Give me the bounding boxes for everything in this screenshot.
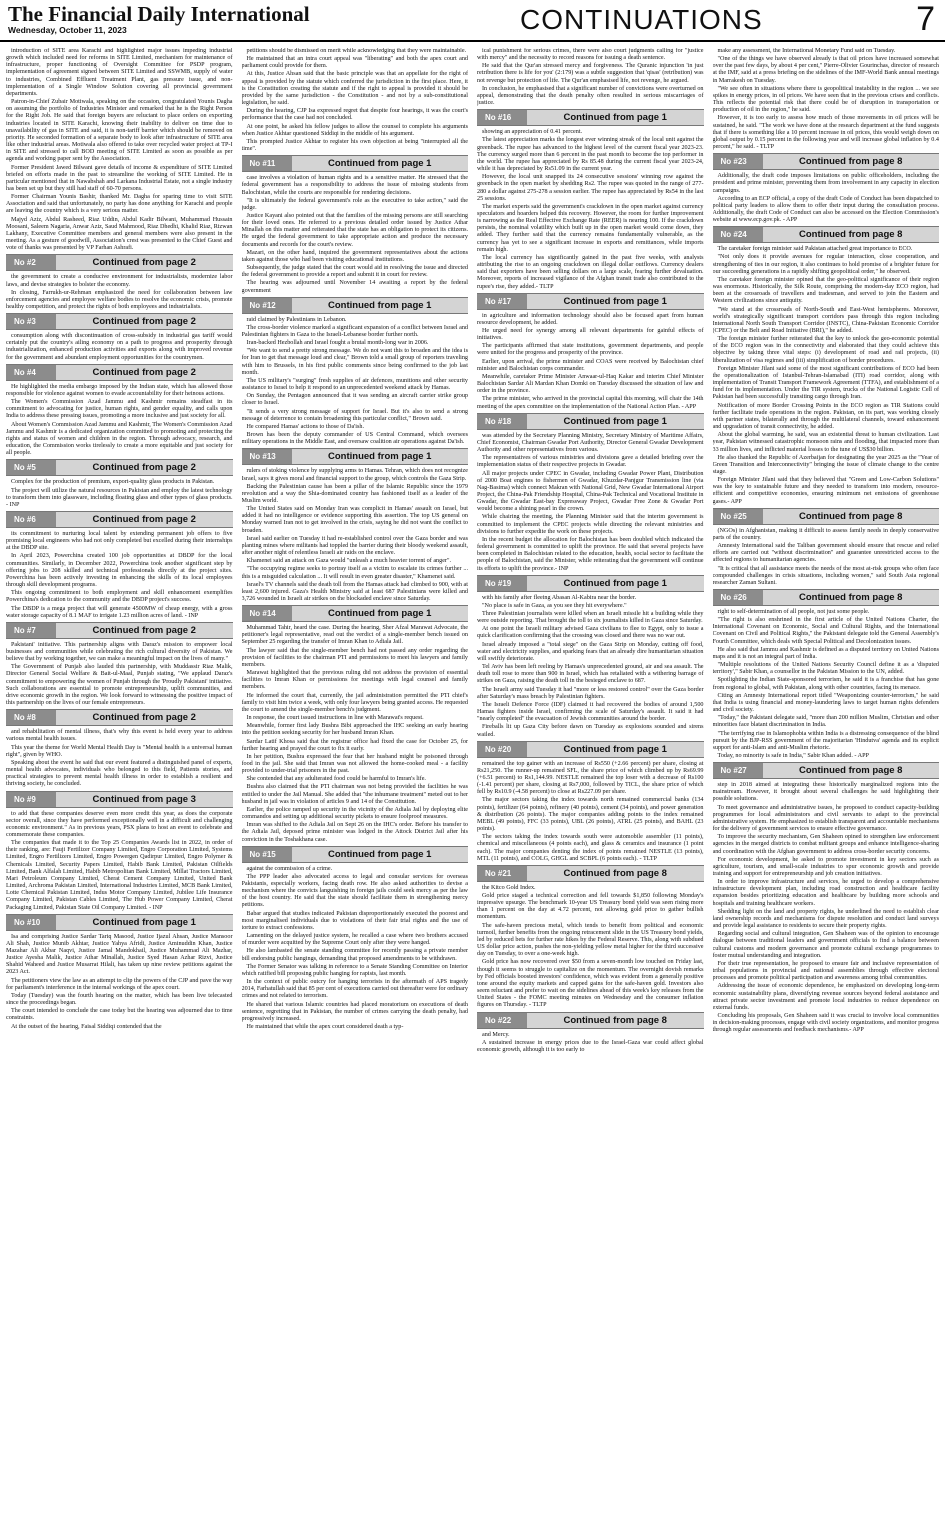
paragraph: Sardar Latif Khosa said that the registrar office had fixed the case for October 25, for further hearing and prayed the court to fix it early.	[241, 738, 468, 752]
paragraph: The market experts said the government's crackdown in the open market against currency speculators and hoarders helped this recovery. However, the room for further improvement is narrowing as the Real Effective Exchange Rate (REER) is nearing 100. If the crackdown persists, the nominal volatility which built up in the open market would come down, they added. They further said that the currency remains fundamentally vulnerable, as the currency has yet to see a significant increase in exports and remittances, while imports remain high.	[477, 203, 704, 253]
paragraph: Babar argued that studies indicated Pakistan disproportionately executed the poorest and most marginalised individuals due to violations of their fair trial rights and the use of torture to extract confessions.	[241, 910, 468, 931]
continuation-title: Continued from page 8	[563, 867, 667, 879]
paragraph: The petitioners view the law as an attempt to clip the powers of the CJP and pave the way for parliament's interference in the internal workings of the apex court.	[6, 977, 233, 991]
paragraph: However, the local unit snapped its 24 consecutive sessions' winning row against the greenback in the open market by shedding Rs2. The rupee was quoted in the range of 277-280 a dollar against 275-278 a session earlier. The rupee has appreciated by Rs54 in the last 25 sessions.	[477, 174, 704, 202]
paragraph: Meanwhile, former first lady Bushra Bibi approached the IHC seeking an early hearing into the petition seeking security for her husband Imran Khan.	[241, 723, 468, 737]
continuation-number: No #14	[242, 606, 292, 621]
continuation-number: No #9	[6, 792, 56, 807]
paragraph: About the global warming, he said, was an existential threat to human civilization. Last year, Pakistan witnessed catastrophic monsoon rains and flooding, that impacted more than 33 million lives, and inflicted material losses to the tune of US$30 billion.	[712, 432, 939, 453]
paragraph: Majyd Aziz, Abdul Rasheed, Riaz Uddin, Abdul Kadir Bilwani, Muhammad Hussain Moosani, Saleem Nagaria, Anwar Aziz, Saud Mahmood, Riaz Dhedhi, Khalid Riaz, Rizwan Lakhany, Executive Committee members and general members were also present in the meeting. As a gesture of goodwill, Association's crest was presented to the Chief Guest and vote of thanks was presented by VP Farhan Ashrafi.	[6, 216, 233, 252]
column-1	[6, 48, 233, 1524]
paragraph: its commitment to nurturing local talent by extending permanent job offers to five promising local engineers who had not only completed but excelled during their internships at the DBDP site.	[6, 530, 233, 552]
paragraph: Regarding social and cultural integration, Gen Shaheen was of the opinion to encourage dialogue between traditional leaders and government officials to find a balance between cultural customs and modern governance and promote cultural exchange programmes to foster mutual understanding and integration.	[712, 931, 939, 959]
paragraph: All major projects under CPEC in Gwadar, including Gwadar Power Plant, Distribution of 2000 Boat engines to fishermen of Gwadar, Khuzdar-Panjgur Transmission line (via Nag-Basima) which connect Makran with National Grid, New Gwadar International Airport Project, the China-Pak Friendship Hospital, China-Pak Technical and Vocational Institute in Gwadar, the Gwadar East-bay Expressway Project, Gwadar Free Zone & Gwadar Port would become a shining pearl in the crown.	[477, 470, 704, 513]
column-4	[713, 48, 940, 1524]
continuation-title: Continued from page 2	[92, 624, 196, 636]
paragraph: "Multiple resolutions of the United Nations Security Council define it as a 'disputed territory'," Sabir Khan, a counsellor in the Pakistan Mission to the UN, added.	[712, 662, 939, 676]
continuation-number: No #22	[477, 1013, 527, 1028]
paragraph: against the commission of a crime.	[246, 865, 333, 872]
paragraph: "No place is safe in Gaza, as you see they hit everywhere."	[482, 602, 627, 609]
paragraph: introduction of SITE area Karachi and highlighted major issues impeding industrial growth which included need for reforms in SITE Limited, mechanism for maintenance of infrastructure, proper functioning of Oversight Committee for PSDP program, implementation of agreement signed between SITE Limited and SSWMB, supply of water to industries, Combined Effluent Treatment Plant, gas pressure issue, and non-implementation of a Single Window Solution covering all provincial government departments.	[6, 48, 233, 97]
continuation-header	[242, 155, 469, 172]
continuation-header	[477, 741, 704, 758]
paragraph: Today, no minority is safe in India," Sabir Khan added. - APP	[717, 752, 869, 759]
continuation-title: Continued from page 8	[799, 765, 903, 777]
continuation-number: No #26	[713, 590, 763, 605]
continuation-number: No #10	[6, 915, 56, 930]
paragraph: Today (Tuesday) was the fourth hearing on the matter, which has been live telecasted since the proceedings began.	[6, 992, 233, 1007]
continuation-title: Continued from page 8	[799, 510, 903, 522]
paragraph: The court intended to conclude the case today but the hearing was adjourned due to time constraints.	[6, 1008, 233, 1022]
paragraph: Israel said earlier on Tuesday it had re-established control over the Gaza border and was planting mines where militants had toppled the barrier during their bloody weekend assault, after another night of relentless Israeli air raids on the enclave.	[241, 535, 468, 557]
column-3	[477, 48, 704, 1524]
paragraph: The hearing was adjourned until November 14 awaiting a report by the federal government	[241, 280, 468, 294]
continuation-header	[477, 865, 704, 882]
continuation-header	[477, 575, 704, 592]
paragraph: The caretaker foreign minister said Pakistan attached great importance to ECO.	[717, 246, 913, 253]
continuation-number: No #8	[6, 710, 56, 725]
paragraph: "The terrifying rise in Islamophobia within India is a distressing consequence of the blind pursuit by the BJP-RSS government of the majoritarian 'Hindutva' agenda and its explicit support for anti-Islam and anti-Muslim rhetoric.	[712, 730, 939, 751]
paragraph: Addressing the issue of economic dependence, he emphasized on developing long-term economic sustainability plans, diversifying revenue sources beyond federal assistance and attract private sector investment and promote local industries to reduce dependence on external funds.	[712, 983, 939, 1011]
paragraph: In the context of public outcry for hanging terrorists in the aftermath of APS tragedy 2014, Farhatullah said that 85 per cent of executions carried out thereafter were for ordinary crimes and not related to terrorism.	[241, 979, 468, 1000]
paragraph: He informed the court that, currently, the jail administration permitted the PTI chief's family to visit him twice a week, with only four lawyers being granted access. He requested the court to amend the single-member bench's judgment.	[241, 692, 468, 713]
continuation-number: No #23	[713, 154, 763, 169]
paragraph: A sustained increase in energy prices due to the Israel-Gaza war could affect global economic growth, although it is too early to	[477, 1039, 704, 1053]
continuation-header	[6, 622, 233, 639]
paragraph: In order to improve infrastructure and services, he urged to develop a comprehensive infrastructure development plan, including road construction and healthcare facility expansion besides prioritizing education and healthcare by building more schools and hospitals and training healthcare workers.	[712, 879, 939, 907]
paragraph: Marawat highlighted that the previous ruling did not address the provision of essential facilities to Imran Khan or permissions for meetings with legal counsel and family members.	[241, 670, 468, 691]
paragraph: and rehabilitation of mental illness, that's why this event is held every year to address various mental health issues.	[6, 729, 233, 743]
continuation-header	[477, 109, 704, 126]
paragraph: "It sends a very strong message of support for Israel. But it's also to send a strong message of deterrence to contain broadening this particular conflict," Brown said.	[241, 408, 468, 422]
paragraph: and Mercy.	[482, 1031, 510, 1038]
continuation-title: Continued from page 1	[563, 295, 667, 307]
paragraph: with his family after fleeing Abasan Al-Kabira near the border.	[482, 594, 637, 601]
paragraph: Brown has been the deputy commander of US Central Command, which oversees military operations in the Middle East, and oversaw coalition air operations against Da'ish.	[241, 432, 468, 446]
paragraph: The companies that made it to the Top 25 Companies Awards list in 2022, in order of their ranking, are: Fauji Fertilizer Company Limited, Engro Corporation Limited, Systems Limited, Engro Fertilizers Limited, Engro Powergen Qadirpur Limited, Engro Polymer & Chemicals Limited, Security Papers Limited, Habib Bank Limited, Pakistan Oilfields Limited, Bank Alfalah Limited, Habib Metropolitan Bank Limited, Millat Tractors Limited, Mari Petroleum Company Limited, Cherat Cement Company Limited, United Bank Limited, Archroma Pakistan Limited, International Industries Limited, MCB Bank Limited, Lotte Chemical Pakistan Limited, Indus Motor Company Limited, Jubilee Life Insurance Company Limited, Pakistan Cables Limited, The Hub Power Company Limited, Cherat Packaging Limited, Pakistan State Oil Company Limited. - INP	[6, 840, 233, 911]
paragraph: This year the theme for World Mental Health Day is "Mental health is a universal human right", given by WHO.	[6, 744, 233, 758]
paragraph: "Today," the Pakistani delegate said, "more than 200 million Muslim, Christian and other minorities face blatant discrimination in India.	[712, 715, 939, 729]
section-title: CONTINUATIONS	[520, 4, 763, 35]
paragraph: He also lambasted the senate standing committee for recently passing a private member bill endorsing public hangings, demanding that proposed amendments to be withdrawn.	[241, 948, 468, 962]
continuation-title: Continued from page 1	[563, 743, 667, 755]
paragraph: showing an appreciation of 0.41 percent.	[482, 129, 583, 136]
paragraph: Notification of more Border Crossing Points in the ECO region as TIR Stations could further facilitate trade operations in the region. Pakistan, on its part, was working closely with partner states, bilaterally and through the multilateral channels, toward enhancement and upgradation of transit connectivity, he added.	[712, 402, 939, 431]
paragraph: The Government of Punjab also lauded this partnership, with Muddassir Riaz Malik, Director General Social Welfare & Bait-ul-Maal, Punjab stating, "We applaud Daraz's commitment to empowering the women of Punjab through the 'Proudly Pakistani' initiative. Such collaborations are essential to promote entrepreneurship, uplift communities, and drive economic growth in the region. We look forward to witnessing the positive impact of this partnership on the lives of our female entrepreneurs.	[6, 664, 233, 707]
paragraph: "It is ultimately the federal government's role as the executive to take action," said the judge.	[241, 197, 468, 211]
masthead	[0, 0, 945, 42]
paragraph: Mazari, on the other hand, inquired the government representatives about the actions taken against those who had been visiting educational institutions.	[241, 249, 468, 263]
paragraph: However, it is too early to assess how much of those movements in oil prices will be sustained, he said. "The work we have done at the research department at the fund suggests that if there is something like a 10 percent increase in oil prices, this would weigh down on global output by 0.15 percent in the following year and will increase global inflation by 0.4 percent," he said. - TLTP	[712, 115, 939, 151]
continuation-title: Continued from page 2	[92, 366, 196, 378]
page-number: 7	[916, 0, 935, 38]
continuation-title: Continued from page 8	[563, 1014, 667, 1026]
continuation-title: Continued from page 2	[92, 316, 196, 328]
paragraph: He maintained that while the apex court considered death a typ-	[246, 1023, 404, 1030]
continuation-number: No #25	[713, 509, 763, 524]
continuation-number: No #5	[6, 460, 56, 475]
paragraph: The Women's Commission Azad Jammu and Kashmir remains steadfast in its commitment to advocating for justice, human rights, and gender equality, and calls upon India to address these pressing issues, promoting a more inclusive and just society for all.	[6, 399, 233, 420]
continuation-number: No #2	[6, 255, 56, 270]
paragraph: The cross-border violence marked a significant expansion of a conflict between Israel and Palestinian fighters in Gaza to the Israeli-Lebanese border further north.	[241, 324, 468, 338]
continuation-header	[477, 1012, 704, 1029]
paragraph: He said that the Qur'an stressed mercy and forgiveness. The Quranic injunction 'in just retribution there is life for you' (2:179) was a subtle suggestion that 'qisas' (retribution) was not revenge but protection of life. The Qur'an emphasised life, not revenge, he argued.	[477, 63, 704, 84]
paragraph: To meet governance and administrative issues, he proposed to conduct capacity-building programmes for local administrators and civil servants to adapt to the provincial administrative system. He emphasized to establish transparent and accountable mechanisms for the delivery of government services to ensure effective governance.	[712, 804, 939, 833]
paragraph: The PPP leader also advocated access to legal and consular services for overseas Pakistanis, especially workers, facing death row. He also asked authorities to devise a mechanism where the convicts languishing in foreign jails could seek mercy as per the law of the host country. He said that the state should facilitate them in strengthening mercy petitions.	[241, 873, 468, 909]
continuation-header	[713, 762, 940, 779]
paragraph: Muhammad Tahir, heard the case. During the hearing, Sher Afzal Marawat Advocate, the petitioner's legal representative, read out the verdict of a single-member bench issued on September 25 regarding the transfer of Imran Khan to Adiala Jail.	[241, 625, 468, 646]
paragraph: Israel's TV channels said the death toll from the Hamas attack had climbed to 900, with at least 2,600 injured. Gaza's Health Ministry said at least 687 Palestinians were killed and 3,726 wounded in Israeli air strikes on the blockaded enclave since Saturday.	[241, 581, 468, 602]
continuation-header	[6, 709, 233, 726]
continuation-header	[713, 508, 940, 525]
continuation-title: Continued from page 1	[328, 158, 432, 170]
paragraph: raid claimed by Palestinians in Lebanon.	[246, 316, 347, 323]
paragraph: case involves a violation of human rights and is a sensitive matter. He stressed that the federal government has a responsibility to address the issue of missing students from Balochistan, while the courts are responsible for rendering decisions.	[241, 175, 468, 196]
paragraph: Earlier, the police ramped up security in the vicinity of the Adiala Jail by deploying elite commandos and setting up additional security pickets to ensure foolproof measures.	[241, 806, 468, 821]
paragraph: During the hearing, CJP Isa expressed regret that despite four hearings, it was the court's performance that the case had not concluded.	[241, 108, 468, 122]
continuation-header	[713, 153, 940, 170]
paragraph: He compared Hamas' actions to those of Da'ish.	[246, 423, 364, 430]
paragraph: Concluding his proposals, Gen Shaheen said it was crucial to involve local communities in decision-making processes, engage with civil society organizations, and monitor progress through regular assessments and feedback mechanisms.- APP	[712, 1012, 939, 1034]
paragraph: The project will utilize the natural resources in Pakistan and employ the latest technology to transform them into glassware, including floating glass and other types of glass products. - INP	[6, 487, 233, 508]
continuation-number: No #15	[242, 847, 292, 862]
paragraph: In closing, Farrukh-ur-Rehman emphasized the need for collaboration between law enforcement agencies and employee welfare bodies to resolve the economic crisis, promote healthy competition, and protect the rights of both employees and industrialists.	[6, 289, 233, 310]
continuation-number: No #7	[6, 623, 56, 638]
continuation-header	[6, 364, 233, 381]
paragraph: The latest appreciation marks the longest ever winning streak of the local unit against the greenback. The rupee has advanced to the highest level of the current fiscal year 2023-23. The currency surged more than 6 percent in the past month to become the top performer in the world. The rupee has appreciated by Rs 85.48 during the current fiscal year 2023-24, while it has depreciated by Rs51.09 in the current year.	[477, 137, 704, 173]
paragraph: Pakistani' initiative. This partnership aligns with Daraz's mission to empower local businesses and communities while celebrating the rich cultural diversity of Pakistan. We believe that by working together, we can make a meaningful impact on the lives of many."	[6, 641, 233, 663]
paragraph: This prompted Justice Akhtar to register his own objection at being "interrupted all the time".	[241, 138, 468, 153]
continuation-number: No #21	[477, 866, 527, 881]
paragraph: The lawyer said that the single-member bench had not passed any order regarding the provision of facilities to the chairman PTI and permissions to meet his lawyers and family members.	[241, 647, 468, 668]
paragraph: remained the top gainer with an increase of Rs550 (+2.66 percent) per share, closing at Rs21,250. The runner-up remained SFL, the share price of which climbed up by Rs69.99 (+6.51 percent) to Rs1,144.99. NESTLE remained the top loser with a decrease of Rs100 (-1.41 percent) per share, closing at Rs7,000, followed by TICL, the share price of which fell by Rs10.9 (-4.58 percent) to close at Rs227.09 per share.	[477, 760, 704, 796]
continuation-header	[242, 846, 469, 863]
paragraph: Former Chairman Younis Bashir, thanked Mr. Dagha for sparing time to visit SITE Association and said that unfortunately, no party has done anything for Karachi and people are leaving the country which is a very serious matter.	[6, 194, 233, 215]
continuation-number: No #24	[713, 227, 763, 242]
continuation-number: No #11	[242, 156, 292, 171]
paragraph: In her petition, Bushra expressed the fear that her husband might be poisoned through food in the jail. She said that Imran was not allowed the home-cooked meal - a facility provided to under-trial prisoners in the past.	[241, 753, 468, 775]
continuation-number: No #12	[242, 298, 292, 313]
paragraph: Isa and comprising Justice Sardar Tariq Masood, Justice Ijazul Ahsan, Justice Mansoor Ali Shah, Justice Munib Akhtar, Justice Yahya Afridi, Justice Aminuddin Khan, Justice Mazahar Ali Akbar Naqvi, Justice Jamal Mandokhail, Justice Muhammad Ali Mazhar, Justice Ayesha Malik, Justice Athar Minallah, Justice Syed Hasan Azhar Rizvi, Justice Shahid Waheed and Justice Musarrat Hilali, has taken up nine review petitions against the 2023 Act.	[6, 933, 233, 976]
paragraph: He also said that Jammu and Kashmir is defined as a disputed territory on United Nations maps and it is not an integral part of India.	[712, 646, 939, 660]
paragraph: Amnesty International said the Taliban government should ensure that rescue and relief efforts are carried out "without discrimination" and guarantee unrestricted access to the affected regions to humanitarian agencies.	[712, 543, 939, 564]
issue-date: Wednesday, October 11, 2023	[8, 25, 127, 35]
paragraph: The DBDP is a mega project that will generate 4500MW of cheap energy, with a gross water storage capacity of 8.1 MAF to irrigate 1.23 million acres of land. - INP	[6, 605, 233, 619]
paragraph: was attended by the Secretary Planning Ministry, Secretary Ministry of Maritime Affairs, Chief Economist, Chairman Gwadar Port Authority, Director General Gwadar Development Authority and other representatives from various.	[477, 432, 704, 454]
paragraph: Additionally, the draft code imposes limitations on public officeholders, including the president and prime minister, preventing them from involvement in any capacity in election campaigns.	[712, 173, 939, 194]
paragraph: Lamenting on the delayed justice system, he recalled a case where two brothers accused of murder were acquitted by the Supreme Court only after they were hanged.	[241, 933, 468, 947]
continuation-header	[6, 914, 233, 931]
paragraph: In the recent budget the allocation for Balochistan has been doubled which indicated the federal government is committed to uplift the province. He said that several projects have been completed in Balochistan related to the education, health, social sector to facilitate the people of Balochistan, said the Minister, while reiterating that the government will continue its efforts to uplift the province.- INP	[477, 536, 704, 572]
continuation-header	[6, 254, 233, 271]
continuation-number: No #20	[477, 742, 527, 757]
paragraph: right to self-determination of all people, not just some people.	[717, 609, 870, 615]
paragraph: Foreign Minister Jilani said that they believed that "Green and Low-Carbon Solutions" was the key to sustainable future and they needed to transform into modern, resource-efficient and competitive economies, ensuring minimum net emissions of greenhouse gases.- APP	[712, 477, 939, 505]
paragraph: Patron-in-Chief Zubair Motiwala, speaking on the occasion, congratulated Younis Dagha on assuming the portfolio of Industries Minister and remarked that he is the Right Person for the Right Job. He said that foreign buyers are reluctant to place orders on exporting industries located in SITE Karachi, knowing their inability to deliver on time due to unavailability of gas in SITE and said, it is non-tariff barrier which should be removed on priority. He seconded formation of a separate body to look after infrastructure of SITE area like other industrial areas. Motiwala also offered to take over recycled water project at TP-I in SITE and stressed to call BOD meeting of SITE Limited as soon as possible as per agenda and working paper sent by the Association.	[6, 99, 233, 163]
continuation-title: Continued from page 8	[799, 156, 903, 168]
paragraph: Three Palestinian journalists were killed when an Israeli missile hit a building while they were outside reporting. That brought the toll to six journalists killed in Gaza since Saturday.	[477, 611, 704, 625]
continuation-title: Continued from page 1	[328, 608, 432, 620]
paragraph: In conclusion, he emphasised that a significant number of convictions were overturned on appeal, demonstrating that the death penalty often resulted in serious miscarriages of justice.	[477, 85, 704, 107]
paragraph: In April 2023, Powerchina created 100 job opportunities at DBDP for the local communities. Similarly, in December 2022, Powerchina took another significant step by offering jobs to 208 skilled and technical professionals directly at the project sites. Powerchina has been actively investing in enhancing the skills of its local employees through skill development programs.	[6, 553, 233, 589]
paragraph: For their true representation, he proposed to ensure fair and inclusive representation of tribal populations in provincial and national assemblies through effective electoral processes and promote political participation and awareness among tribal communities.	[712, 960, 939, 982]
paragraph: Earlier, upon arrival, the prime minister and COAS were received by Balochistan chief minister and Balochistan corps commander.	[477, 358, 704, 372]
paragraph: Imran was shifted to the Adiala Jail on Sept 26 on the IHC's order. Before his transfer to the Adiala Jail, deposed prime minister was lodged in the Attock District Jail after his conviction in the Toshakhana case.	[241, 822, 468, 843]
paragraph: The Israeli Defence Force (IDF) claimed it had recovered the bodies of around 1,500 Hamas fighters inside Israel, confirming the scale of Saturday's assault. It said it had "nearly completed" the evacuation of Jewish communities around the border.	[477, 701, 704, 723]
paragraph: Fireballs lit up Gaza City before dawn on Tuesday as explosions sounded and sirens wailed.	[477, 724, 704, 738]
paragraph: Former President Jawed Bilwani gave details of income & expenditure of SITE Limited briefed on efforts made in the past to streamline the working of SITE Limited. He in particular mentioned that in Nawabshah and Larkana Industrial Estate, not a single industry has been set up but they still had staff of 60-70 persons.	[6, 164, 233, 192]
paragraph: "The right is also enshrined in the first article of the United Nations Charter, the International Covenant on Economic, Social and Cultural Rights, and the International Covenant on Civil and Political Rights," the Pakistani delegate told the General Assembly's Fourth Committee, which deals with Special Political and Decolonization issues.	[712, 617, 939, 645]
article-columns	[6, 48, 939, 1524]
continuation-number: No #19	[477, 576, 527, 591]
paragraph: About Women's Commission Azad Jammu and Kashmir, The Women's Commission Azad Jammu and Kashmir is a dedicated organization committed to promoting and protecting the rights and status of women and children in the region. Through advocacy, research, and education, the Commission works tirelessly to create a more equitable and just society for all people.	[6, 421, 233, 457]
paragraph: He also thanked the Republic of Azerbaijan for designating the year 2025 as the "Year of Green Transition and Interconnectivity" bringing the issue of climate change to the centre stage.	[712, 454, 939, 475]
continuation-number: No #3	[6, 314, 56, 329]
paragraph: The US military's "surging" fresh supplies of air defences, munitions and other security assistance to Israel to help it respond to an unprecedented weekend attack by Hamas.	[241, 377, 468, 392]
continuation-title: Continued from page 1	[563, 415, 667, 427]
paragraph: This ongoing commitment to both employment and skill enhancement exemplifies Powerchina's dedication to the community and the DBDP project's success.	[6, 590, 233, 604]
continuation-header	[477, 413, 704, 430]
paragraph: make any assessment, the International Monetary Fund said on Tuesday.	[717, 48, 896, 54]
paragraph: Tel Aviv has been left reeling by Hamas's unprecedented ground, air and sea assault. The death toll rose to more than 900 in Israel, which has retaliated with a withering barrage of strikes on Gaza, raising the death toll in the besieged enclave to 687.	[477, 664, 704, 685]
continuation-title: Continued from page 8	[799, 229, 903, 241]
paragraph: Gold price has now recovered over $50 from a seven-month low touched on Friday last, though it seems to struggle to capitalize on the momentum. The overnight dovish remarks by Fed officials boosted investors' confidence, which was evident from a generally positive tone around the equity markets and capped gains for the safe-haven gold. Investors also seem reluctant and prefer to wait on the sidelines ahead of this week's key releases from the United States - the FOMC meeting minutes on Wednesday and the consumer inflation figures on Thursday. - TLTP	[477, 959, 704, 1009]
paragraph: The representatives of various ministries and divisions gave a detailed briefing over the implementation status of their respective projects in Gwadar.	[477, 455, 704, 469]
paragraph: "One of the things we have observed already is that oil prices have increased somewhat over the past few days, by about 4 per cent," Pierre-Olivier Gourinchas, director of research at the IMF, said at a press briefing on the sidelines of the IMF-World Bank annual meetings in Marrakesh on Tuesday.	[712, 56, 939, 84]
paragraph: ical punishment for serious crimes, there were also court judgments calling for "justice with mercy" and the necessity to record reasons for issuing a death sentence.	[477, 48, 704, 62]
paragraph: While chairing the meeting, the Planning Minister said that the interim government is committed to implement the CPEC projects while directing the relevant ministries and divisions to further expedite the work on these projects.	[477, 514, 704, 535]
paragraph: (NGOs) in Afghanistan, making it difficult to assess family needs in deeply conservative parts of the country.	[712, 527, 939, 541]
paragraph: The participants affirmed that state institutions, government departments, and people were united for the progress and prosperity of the province.	[477, 343, 704, 357]
paragraph: He shared that various Islamic countries had placed moratorium on executions of death sentence, regretting that in Pakistan, the number of crimes carrying the death penalty, had progressively increased.	[241, 1001, 468, 1022]
continuation-title: Continued from page 2	[92, 712, 196, 724]
paragraph: At the outset of the hearing, Faisal Siddiqi contended that the	[11, 1023, 162, 1030]
paragraph: Shedding light on the land and property rights, he underlined the need to establish clear land ownership records and mechanisms for dispute resolution and conduct land surveys and provide legal assistance to residents to secure their property rights.	[712, 908, 939, 930]
continuation-header	[242, 297, 469, 314]
paragraph: "Not only does it provide avenues for regular interaction, close cooperation, and strengthening of ties in our region, it also continues to hold promise of a brighter future for our succeeding generations in a rapidly shifting geopolitical order," he observed.	[712, 254, 939, 275]
continuation-title: Continued from page 2	[92, 462, 196, 474]
paragraph: The sectors taking the index towards south were automobile assembler (11 points), chemical and miscellaneous (4 points each), and glass & ceramics and insurance (1 point each). The major companies denting the index of points remained NESTLE (13 points), MTL (11 points), and COLG, GHGL and SCBPL (6 points each). - TLTP	[477, 834, 704, 862]
continuation-header	[242, 605, 469, 622]
continuation-number: No #13	[242, 449, 292, 464]
paragraph: Khamenei said an attack on Gaza would "unleash a much heavier torrent of anger".	[246, 558, 452, 565]
paragraph: The safe-haven precious metal, which tends to benefit from political and economic turmoil, further benefits from the ongoing retracement slide in the US Treasury bond yields, led by reduced bets for further rate hikes by the Federal Reserve. This, along with subdued US dollar price action, pushes the non-yielding yellow metal higher for the third successive day on Tuesday, to over a one-week high.	[477, 922, 704, 958]
continuation-header	[242, 448, 469, 465]
paragraph: The prime minister, who arrived in the provincial capital this morning, will chair the 14th meeting of the apex committee on the implementation of the National Action Plan. - APP	[477, 396, 704, 410]
continuation-number: No #18	[477, 414, 527, 429]
paragraph: At one point, he asked his fellow judges to allow the counsel to complete his arguments when Justice Akhtar questioned Siddiqi in the middle of his argument.	[241, 123, 468, 137]
paragraph: Meanwhile, caretaker Prime Minister Anwaar-ul-Haq Kakar and interim Chief Minister Balochistan Sardar Ali Mardan Khan Domki on Tuesday discussed the situation of law and order in the province.	[477, 373, 704, 395]
paragraph: step in 2018 aimed at integrating these historically marginalized regions into the mainstream. However, it brought about several challenges he said highlighting their possible solutions.	[712, 782, 939, 803]
paragraph: According to an ECP official, a copy of the draft Code of Conduct has been dispatched to political party leaders to allow them to offer their input during the consultation process. Additionally, the draft Code of Conduct can also be accessed on the Election Commission's website at www.ecp.gov.pk. - APP	[712, 195, 939, 224]
continuation-title: Continued from page 2	[92, 513, 196, 525]
paragraph: Gold price staged a technical correction and fell towards $1,850 following Monday's impressive upsurge. The benchmark 10-year US Treasury bond yield was seen rising more than 1 percent on the day at 4.72 percent, not allowing gold price to gather bullish momentum.	[477, 893, 704, 921]
paragraph: The foreign minister further reiterated that the key to unlock the geo-economic potential of the ECO region was in the connectivity and elaborated that they could achieve this objective by taking three vital steps: (i) development of road and rail projects, (ii) liberalization of visa regimes and (iii) simplification of border procedures.	[712, 336, 939, 364]
paragraph: He maintained that an intra court appeal was "liberating" and both the apex court and parliament could provide for them.	[241, 56, 468, 70]
paragraph: He urged need for synergy among all relevant departments for gainful effects of initiatives.	[477, 328, 704, 342]
continuation-number: No #17	[477, 294, 527, 309]
paragraph: At one point the Israeli military advised Gaza civilians to flee to Egypt, only to issue a quick clarification confirming that the crossing was closed and there was no war out.	[477, 626, 704, 640]
continuation-title: Continued from page 1	[328, 451, 432, 463]
continuation-header	[713, 589, 940, 606]
paragraph: "We see often in situations where there is geopolitical instability in the region ... we see spikes in energy prices, in oil prices. We have seen that in the previous crises and conflicts. This reflects the potential risk that there could be of disruption in transportation or production of oil in the region," he said.	[712, 85, 939, 114]
paragraph: The caretaker foreign minister opined that the geo-political significance of their region was enormous. Historically, the Silk Route, comprising the modern-day ECO region, had been at the crossroads of travellers and tradesman, and served to join the Eastern and Western civilizations since antiquity.	[712, 276, 939, 305]
paragraph: the government to create a conducive environment for industrialists, modernize labor laws, and devise strategies to bolster the economy.	[6, 274, 233, 288]
paragraph: The Former Senator was talking in reference to a Senate Standing Committee on Interior which ratified bill proposing public hanging for rapists, last month.	[241, 963, 468, 977]
continuation-title: Continued from page 1	[328, 299, 432, 311]
continuation-title: Continued from page 1	[328, 848, 432, 860]
paragraph: Iran-backed Hezbollah and Israel fought a brutal month-long war in 2006.	[246, 340, 429, 347]
paragraph: The major sectors taking the index towards north remained commercial banks (134 points), fertilizer (64 points), refinery (40 points), cement (34 points), and power generation & distribution (26 points). The major companies adding points to the index remained MEBL (49 points), FFC (33 points), UBL (26 points), ATRL (25 points), and BAHL (23 points).	[477, 797, 704, 833]
paragraph: Backing the Palestinian cause has been a pillar of the Islamic Republic since the 1979 revolution and a way the Shia-dominated country has fashioned itself as a leader of the Muslim world.	[241, 483, 468, 504]
continuation-title: Continued from page 1	[92, 916, 196, 928]
paragraph: Spotlighting the Indian State-sponsored terrorism, he said it is a franchise that has gone from regional to global, with Pakistan, along with other countries, facing its menace.	[712, 677, 939, 691]
paragraph: In response, the court issued instructions in line with Marawat's request.	[246, 715, 424, 722]
continuation-header	[6, 459, 233, 476]
continuation-header	[477, 293, 704, 310]
paragraph: the Kitco Gold Index.	[482, 884, 536, 891]
paragraph: "We stand at the crossroads of North-South and East-West hemispheres. Moreover, world's strategically significant transport corridors pass through this region including International North South Transport Corridor (INSTC), China-Pakistan Economic Corridor (CPEC) or the Belt and Road Initiative (BRI)," he added.	[712, 306, 939, 334]
continuation-title: Continued from page 1	[563, 577, 667, 589]
paragraph: Complex for the production of premium, export-quality glass products in Pakistan.	[11, 479, 215, 486]
continuation-title: Continued from page 1	[563, 112, 667, 124]
paragraph: To improve the security mechanism, Gen Shaheen opined to strengthen law enforcement agencies in the merged districts to combat militant groups and enhance intelligence-sharing and coordination with the Afghan government to address cross-border security concerns.	[712, 834, 939, 855]
paragraph: On Sunday, the Pentagon announced that it was sending an aircraft carrier strike group closer to Israel.	[241, 393, 468, 407]
paragraph: Justice Kayani also pointed out that the families of the missing persons are still searching for their loved ones. He referred to a previous detailed order issued by Justice Athar Minallah on this matter and reiterated that the state has an obligation to protect its citizens. He urged the federal government to take appropriate action and produce the necessary documents and records for the court's review.	[241, 212, 468, 248]
paragraph: Foreign Minister Jilani said some of the most significant contributions of ECO had been the operationalization of Istanbul-Tehran-Islamabad (ITI) road corridor, along with implementation of Transit Transport Framework Agreement (TTFA), and establishment of a fund for its implementation. Under the TIR system, trucks of the National Logistic Cell of Pakistan had been successfully transiting cargo through Iran.	[712, 365, 939, 401]
continuation-number: No #16	[477, 110, 527, 125]
continuation-number: No #6	[6, 512, 56, 527]
continuation-title: Continued from page 2	[92, 257, 196, 269]
paragraph: Israel already imposed a "total siege" on the Gaza Strip on Monday, cutting off food, water and electricity supplies, and sparking fears that an already dire humanitarian situation will swiftly deteriorate.	[477, 641, 704, 662]
paragraph: "We want to send a pretty strong message. We do not want this to broaden and the idea is for Iran to get that message loud and clear," Brown told a small group of reporters traveling with him to Brussels, in his first public comments since being confirmed to the job last month.	[241, 348, 468, 376]
paragraph: Subsequently, the judge stated that the court would aid in resolving the issue and directed the federal government to provide a report and submit it in court for review.	[241, 265, 468, 279]
paragraph: to add that these companies deserve even more credit this year, as does the corporate sector overall, since they have performed exceptionally well in a difficult and challenging economic environment." As in previous years, PSX plans to host an event to celebrate and commemorate these companies.	[6, 810, 233, 838]
continuation-header	[6, 791, 233, 808]
continuation-header	[6, 313, 233, 330]
continuation-title: Continued from page 3	[92, 793, 196, 805]
paragraph: The local currency has significantly gained in the past five weeks, with analysts attributing the rise to an ongoing crackdown on illegal dollar outflows. Currency dealers said that exporters have been selling dollars on a large scale, fearing further devaluation. Moreover, reports of increased vigilance of the Afghan transit trade also contributed to the rupee's rise, they added.- TLTP	[477, 254, 704, 290]
paragraph: For economic development, he asked to promote investment in key sectors such as agriculture, tourism, and small-scale industries to spur economic growth and provide training and support for entrepreneurship and job creation initiatives.	[712, 856, 939, 877]
paragraph: petitions should be dismissed on merit while acknowledging that they were maintainable.	[246, 48, 467, 54]
paragraph: Bushra also claimed that the PTI chairman was not being provided the facilities he was entitled to under the Jail Manual. She added that "the inhumane treatment" meted out to her husband in jail was in violation of articles 9 and 14 of the Constitution.	[241, 784, 468, 805]
continuation-header	[713, 226, 940, 243]
continuation-header	[6, 511, 233, 528]
paragraph: At this, Justice Ahsan said that the basic principle was that an appellate for the right of appeal is provided by the statute which conferred the jurisdiction in the first place. Here, it is the Constitution creating the statute and if the right to appeal is provided it should be provided by the same jurisdiction - the Constitution - and not by a sub-constitutional legislation, he said.	[241, 71, 468, 107]
continuation-number: No #27	[713, 763, 763, 778]
paragraph: Citing an Amnesty International report titled "Weaponizing counter-terrorism," he said that India is using financial and money-laundering laws to target human rights defenders and civil society.	[712, 692, 939, 714]
paragraph: The United States said on Monday Iran was complicit in Hamas' assault on Israel, but added it had no intelligence or evidence supporting this assertion. The top US general on Monday warned Iran not to get involved in the crisis, saying he did not want the conflict to broaden.	[241, 506, 468, 534]
paragraph: He highlighted the media embargo imposed by the Indian state, which has allowed those responsible for violence against women to evade accountability for their heinous actions.	[6, 383, 233, 397]
paragraph: She contended that any adulterated food could be harmful to Imran's life.	[246, 776, 426, 783]
paragraph: rulers of stoking violence by supplying arms to Hamas. Tehran, which does not recognize Israel, says it gives moral and financial support to the group, which controls the Gaza Strip.	[241, 468, 468, 482]
paragraph: "It is critical that all assistance meets the needs of the most at-risk groups who often face compounded challenges in crisis situations, including women," said South Asia regional researcher Zaman Sultani.	[712, 565, 939, 586]
paragraph: consumption along with discontinuation of cross-subsidy in industrial gas tariff would certainly put the country's ailing economy on a path to progress and prosperity through industrialization, enhanced production activities and exports along with improved revenue for the government and abundant employment opportunities for the countrymen.	[6, 333, 233, 361]
paragraph: "The occupying regime seeks to portray itself as a victim to escalate its crimes further ... this is a misguided calculation ... It will result in even greater disaster," Khamenei said.	[241, 566, 468, 580]
paragraph: The Israeli army said Tuesday it had "more or less restored control" over the Gaza border after Saturday's mass breach by Palestinian fighters.	[477, 686, 704, 700]
paragraph: Speaking about the event he said that our event featured a distinguished panel of experts, mental health advocates, individuals who belonged to this field, Patients stories, and practical strategies to prevent mental health illness in order to establish a resilient and thriving society, he concluded.	[6, 759, 233, 788]
paragraph: in agriculture and information technology should also be focused apart from human resource development, he added.	[477, 312, 704, 326]
continuation-title: Continued from page 8	[799, 592, 903, 603]
column-2	[242, 48, 469, 1524]
continuation-number: No #4	[6, 365, 56, 380]
newspaper-name: The Financial Daily International	[8, 2, 310, 26]
